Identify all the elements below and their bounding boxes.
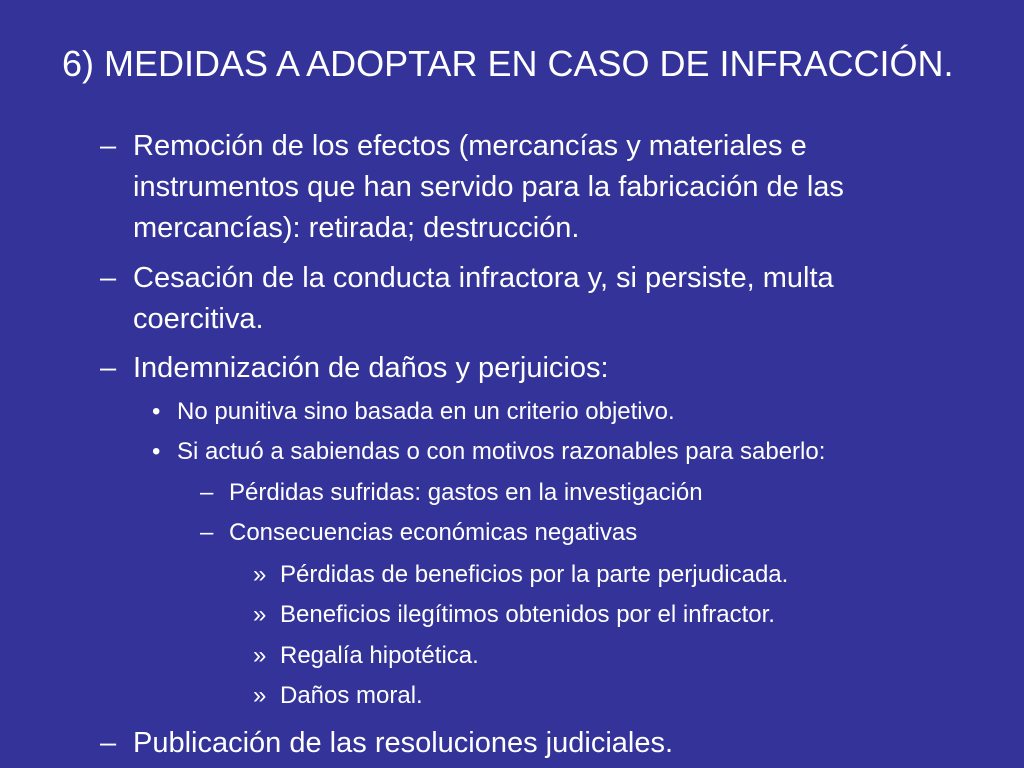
dot-bullet: • [152, 398, 161, 425]
level4-item-text: Daños moral. [280, 682, 423, 709]
list-item-text: Cesación de la conducta infractora y, si persiste, multa coercitiva. [133, 262, 834, 335]
dash-bullet: – [200, 519, 214, 546]
chevron-bullet: » [253, 642, 267, 669]
dash-bullet: – [100, 352, 117, 384]
level4-item-royalty [253, 641, 993, 671]
dash-bullet: – [200, 479, 214, 506]
dot-bullet: • [152, 438, 161, 465]
level4-item-text: Beneficios ilegítimos obtenidos por el infractor. [280, 601, 775, 628]
level4-item-text: Regalía hipotética. [280, 642, 479, 669]
list-item-damages [100, 348, 950, 389]
sub-item-text: Si actuó a sabiendas o con motivos razonables para saberlo: [177, 438, 826, 465]
dash-bullet: – [100, 130, 117, 162]
sub-sub-item-text: Pérdidas sufridas: gastos en la investigación [229, 479, 703, 506]
dash-bullet: – [100, 727, 117, 759]
chevron-bullet: » [253, 561, 267, 588]
sub-sub-item-text: Consecuencias económicas negativas [229, 519, 638, 546]
list-item-removal [100, 126, 950, 249]
chevron-bullet: » [253, 601, 267, 628]
list-item-text: Remoción de los efectos (mercancías y materiales e instrumentos que han servido para la fabricación de las mercancías): retirada; destrucción. [133, 130, 844, 244]
list-item-publication [100, 723, 950, 764]
dash-bullet: – [100, 262, 117, 294]
list-item-cessation [100, 258, 950, 340]
sub-sub-item-losses [200, 478, 980, 508]
level4-item-moral-damages [253, 681, 993, 711]
level4-item-text: Pérdidas de beneficios por la parte perjudicada. [280, 561, 789, 588]
sub-item-text: No punitiva sino basada en un criterio objetivo. [177, 398, 675, 425]
level4-item-illegitimate-profits [253, 600, 993, 630]
sub-item-non-punitive [152, 397, 972, 427]
list-item-text: Publicación de las resoluciones judiciales. [133, 727, 674, 759]
list-item-text: Indemnización de daños y perjuicios: [133, 352, 609, 384]
level4-item-lost-profits [253, 560, 993, 590]
sub-sub-item-consequences [200, 518, 980, 548]
slide-title: 6) MEDIDAS A ADOPTAR EN CASO DE INFRACCIÓN. [62, 43, 954, 84]
sub-item-knowingly [152, 437, 972, 467]
chevron-bullet: » [253, 682, 267, 709]
